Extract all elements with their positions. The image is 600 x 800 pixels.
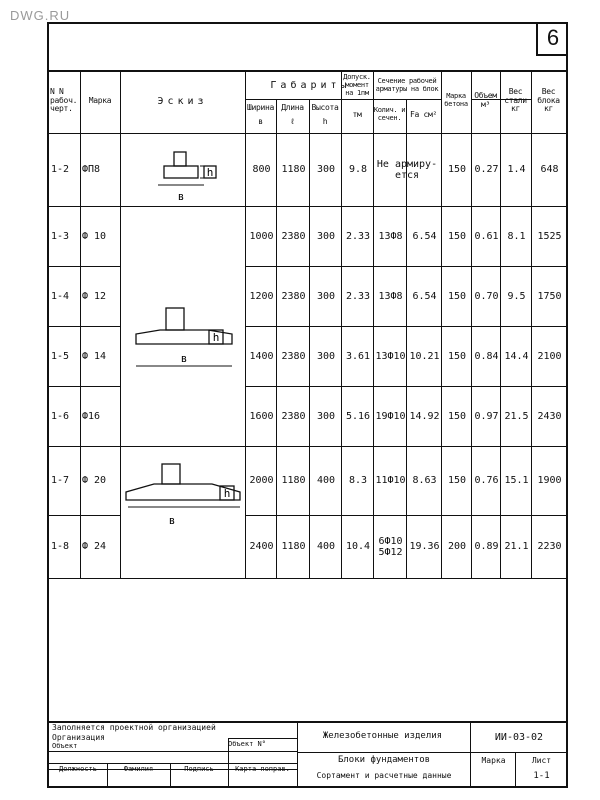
header-gabarity: Габариты	[270, 79, 351, 91]
sketch-2-label-b: в	[180, 352, 188, 365]
header-moment-unit: тм	[352, 109, 362, 119]
cell-arm: 19Ф10	[375, 410, 406, 422]
tb-v1	[297, 721, 298, 788]
header-eskiz: Эскиз	[157, 95, 208, 107]
sketch-1-label-h: h	[206, 166, 214, 179]
cell-w: 1600	[249, 410, 274, 422]
cell-block: 1525	[537, 230, 562, 242]
cell-bet: 150	[447, 164, 467, 175]
cell-fa: 14.92	[409, 410, 440, 422]
tb-title-main: Железобетонные изделия	[322, 731, 443, 742]
cell-h: 400	[316, 541, 336, 552]
header-qty: Колич. и сечен.	[373, 106, 406, 122]
cell-m: 9.8	[348, 164, 368, 175]
cell-m: 2.33	[345, 230, 371, 242]
cell-l: 1180	[281, 541, 306, 552]
column-rule	[309, 99, 310, 578]
cell-m: 3.61	[345, 350, 371, 362]
cell-fa: 6.54	[412, 230, 437, 242]
cell-mark: Ф16	[82, 410, 101, 422]
tb-marka: Марка	[481, 755, 506, 765]
tb-list-no: 1-1	[533, 771, 550, 782]
cell-no: 1-8	[51, 541, 70, 552]
column-rule	[341, 70, 342, 578]
header-length: Длина	[281, 102, 304, 112]
tb-org3: Объект	[52, 741, 78, 750]
cell-w: 2000	[249, 475, 274, 486]
cell-steel: 8.1	[507, 230, 526, 242]
column-rule	[531, 70, 532, 578]
cell-l: 2380	[281, 290, 306, 302]
sketch-3-label-b: в	[168, 514, 176, 527]
cell-arm: 13Ф10	[375, 350, 406, 362]
cell-steel: 14.4	[504, 350, 529, 362]
cell-arm: 11Ф10	[375, 475, 406, 486]
cell-h: 300	[316, 290, 336, 302]
tb-object-no: Объект N°	[228, 740, 266, 749]
cell-block: 1900	[537, 475, 562, 486]
cell-m: 10.4	[345, 541, 371, 552]
header-fa: Fa см²	[409, 109, 438, 119]
cell-arm: 13Ф8	[378, 290, 403, 302]
cell-vol: 0.27	[474, 164, 499, 175]
cell-bet: 150	[447, 410, 467, 422]
sketch-3-label-h: h	[223, 487, 231, 500]
cell-w: 2400	[249, 541, 274, 552]
cell-h: 300	[316, 350, 336, 362]
cell-h: 300	[316, 164, 336, 175]
cell-l: 1180	[281, 475, 306, 486]
cell-w: 800	[252, 164, 271, 175]
cell-fa: 10.21	[409, 350, 440, 362]
column-rule	[441, 70, 442, 578]
header-volume: Объем м³	[474, 91, 497, 109]
cell-l: 1180	[281, 164, 306, 175]
cell-h: 300	[316, 410, 336, 422]
watermark: DWG.RU	[10, 8, 71, 23]
cell-block: 2230	[537, 541, 562, 552]
header-height-unit: h	[322, 116, 328, 126]
cell-no: 1-5	[51, 350, 70, 362]
header-nn	[50, 72, 80, 130]
tb-v2	[470, 721, 471, 788]
cell-w: 1200	[249, 290, 274, 302]
header-armature: Сечение рабочей арматуры на блок	[375, 76, 439, 93]
tb-col-surname: Фамилия	[123, 765, 154, 774]
cell-no: 1-4	[51, 290, 70, 302]
cell-vol: 0.89	[474, 541, 499, 552]
cell-fa: 6.54	[412, 290, 437, 302]
header-nn-nn3: черт.	[50, 104, 73, 114]
cell-l: 2380	[281, 410, 306, 422]
cell-vol: 0.97	[474, 410, 499, 422]
tb-revision: Карта поправ.	[235, 765, 290, 774]
sketch-1-label-b: в	[177, 190, 185, 203]
cell-arm: Не армиру- ется	[376, 158, 438, 181]
cell-vol: 0.84	[474, 350, 499, 362]
cell-fa: 8.63	[412, 475, 437, 486]
header-marka: Марка	[88, 95, 112, 105]
header-concrete: Марка бетона	[444, 92, 468, 108]
tb-org1: Заполняется проектной организацией	[52, 722, 216, 732]
cell-m: 8.3	[348, 475, 368, 486]
cell-w: 1000	[249, 230, 274, 242]
tb-h2	[49, 751, 297, 752]
cell-l: 2380	[281, 230, 306, 242]
tb-v3	[515, 752, 516, 788]
cell-no: 1-6	[51, 410, 70, 422]
column-rule	[80, 70, 81, 578]
header-width: Ширина	[246, 102, 275, 112]
cell-arm: 13Ф8	[378, 230, 403, 242]
header-length-unit: ℓ	[290, 116, 295, 126]
cell-bet: 150	[447, 230, 467, 242]
cell-block: 1750	[537, 290, 562, 302]
tb-list: Лист	[531, 755, 552, 765]
cell-mark: Ф 20	[82, 475, 107, 486]
cell-mark: Ф 10	[82, 230, 107, 242]
row-rule	[120, 206, 245, 207]
cell-mark: Ф 14	[82, 350, 107, 362]
cell-vol: 0.61	[474, 230, 499, 242]
cell-mark: ФП8	[82, 164, 101, 175]
row-rule	[49, 578, 566, 579]
cell-arm: 6Ф10 5Ф12	[378, 535, 403, 558]
cell-steel: 21.5	[504, 410, 529, 422]
column-rule	[245, 70, 246, 578]
sheet-number: 6	[536, 24, 568, 56]
cell-steel: 1.4	[507, 164, 526, 175]
cell-bet: 150	[447, 350, 467, 362]
sketch-2-label-h: h	[212, 331, 220, 344]
header-block: Вес блока кг	[537, 86, 560, 114]
cell-w: 1400	[249, 350, 274, 362]
tb-col-signature: Подпись	[184, 765, 214, 774]
column-rule	[276, 99, 277, 578]
row-rule	[120, 446, 245, 447]
cell-steel: 15.1	[504, 475, 529, 486]
cell-no: 1-2	[51, 164, 70, 175]
column-rule	[500, 70, 501, 578]
cell-vol: 0.76	[474, 475, 499, 486]
cell-mark: Ф 24	[82, 541, 107, 552]
header-height: Высота	[311, 102, 339, 112]
cell-fa: 19.36	[409, 541, 440, 552]
column-rule	[471, 70, 472, 578]
cell-h: 400	[316, 475, 336, 486]
cell-fa	[408, 133, 441, 206]
cell-no: 1-3	[51, 230, 70, 242]
cell-block: 648	[540, 164, 559, 175]
tb-title-2: Блоки фундаментов	[337, 755, 431, 766]
cell-steel: 9.5	[507, 290, 526, 302]
header-steel: Вес стали кг	[504, 86, 527, 114]
column-rule	[120, 70, 121, 578]
tb-org2: Организация	[52, 732, 105, 742]
header-nn-nn2: рабоч.	[50, 95, 78, 105]
tb-col-position: Должность	[59, 765, 97, 774]
header-nn-nn: N N	[50, 86, 64, 96]
cell-steel: 21.1	[504, 541, 529, 552]
cell-m: 5.16	[345, 410, 371, 422]
cell-vol: 0.70	[474, 290, 499, 302]
tb-code: ИИ-03-02	[494, 731, 544, 743]
cell-bet: 200	[447, 541, 467, 552]
tb-title-3: Сортамент и расчетные данные	[316, 770, 452, 780]
header-moment: Допуск. момент на 1пм	[343, 73, 371, 97]
cell-no: 1-7	[51, 475, 70, 486]
cell-mark: Ф 12	[82, 290, 107, 302]
cell-bet: 150	[447, 290, 467, 302]
cell-l: 2380	[281, 350, 306, 362]
cell-m: 2.33	[345, 290, 371, 302]
cell-block: 2100	[537, 350, 562, 362]
cell-bet: 150	[447, 475, 467, 486]
header-width-unit: в	[258, 116, 263, 126]
cell-block: 2430	[537, 410, 562, 422]
cell-h: 300	[316, 230, 336, 242]
tb-h1	[297, 752, 566, 753]
